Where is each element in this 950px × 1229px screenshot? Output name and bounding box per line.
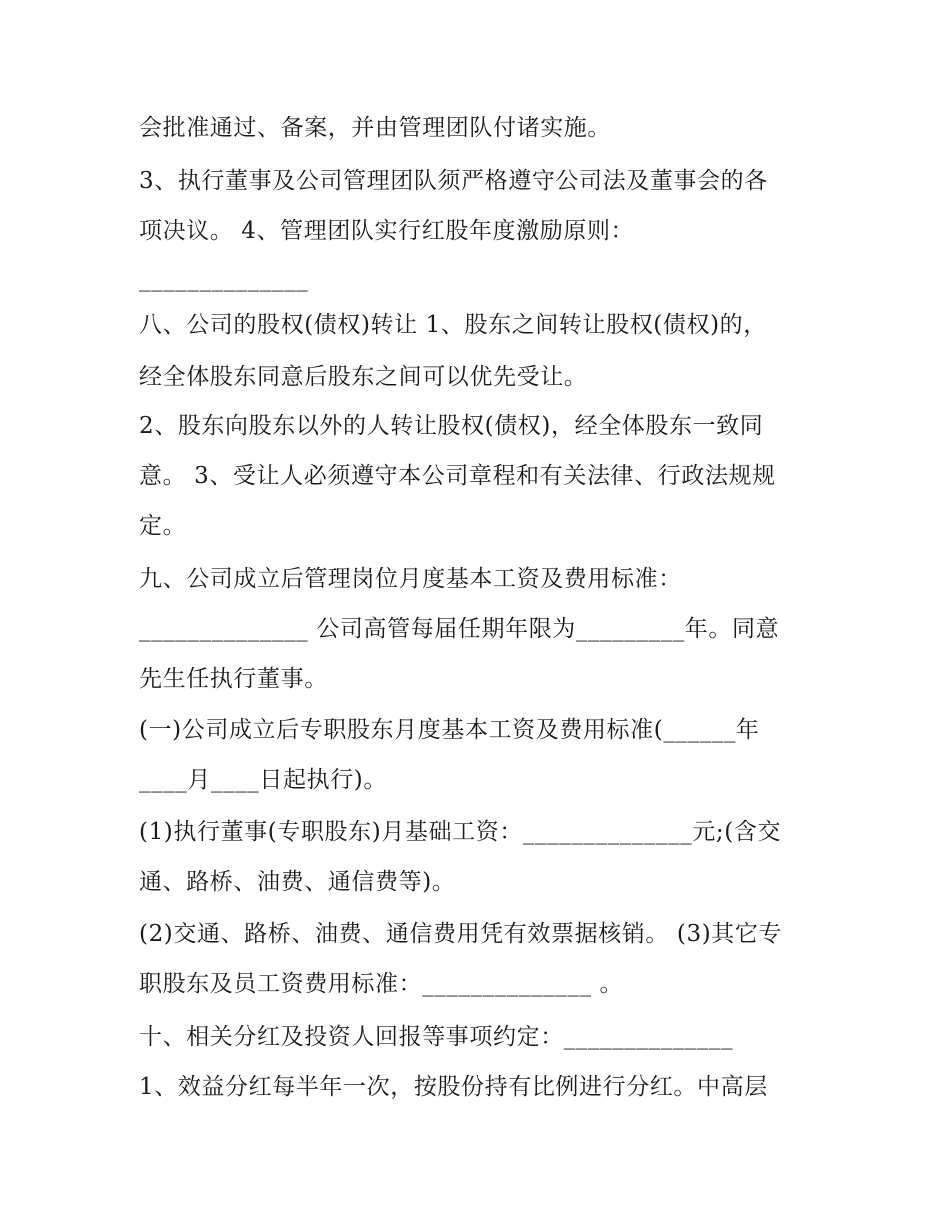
- text-line: (2)交通、路桥、油费、通信费用凭有效票据核销。 (3)其它专: [139, 921, 783, 947]
- text-line: 意。 3、受让人必须遵守本公司章程和有关法律、行政法规规: [139, 463, 776, 489]
- text-line: 3、执行董事及公司管理团队须严格遵守公司法及董事会的各: [139, 168, 768, 194]
- text-line: (1)执行董事(专职股东)月基础工资：______________元;(含交: [139, 819, 782, 845]
- text-line: ______________: [139, 266, 309, 292]
- text-line: 定。: [139, 513, 187, 539]
- text-line: 十、相关分红及投资人回报等事项约定：______________: [139, 1024, 734, 1050]
- text-line: 职股东及员工资费用标准：______________ 。: [139, 971, 624, 997]
- text-line: 八、公司的股权(债权)转让 1、股东之间转让股权(债权)的，: [139, 312, 767, 338]
- text-line: 经全体股东同意后股东之间可以优先受让。: [139, 364, 588, 390]
- text-line: 九、公司成立后管理岗位月度基本工资及费用标准：: [139, 566, 682, 592]
- text-line: 通、路桥、油费、通信费等)。: [139, 869, 456, 895]
- text-line: 先生任执行董事。: [139, 666, 328, 692]
- text-line: 2、股东向股东以外的人转让股权(债权)，经全体股东一致同: [139, 413, 764, 439]
- text-line: 会批准通过、备案，并由管理团队付诸实施。: [139, 115, 611, 141]
- text-line: ______________ 公司高管每届任期年限为_________年。同意: [139, 616, 780, 642]
- text-line: (一)公司成立后专职股东月度基本工资及费用标准(______年: [139, 717, 760, 743]
- text-line: ____月____日起执行)。: [139, 767, 387, 793]
- text-line: 项决议。 4、管理团队实行红股年度激励原则：: [139, 218, 635, 244]
- text-line: 1、效益分红每半年一次，按股份持有比例进行分红。中高层: [139, 1074, 768, 1100]
